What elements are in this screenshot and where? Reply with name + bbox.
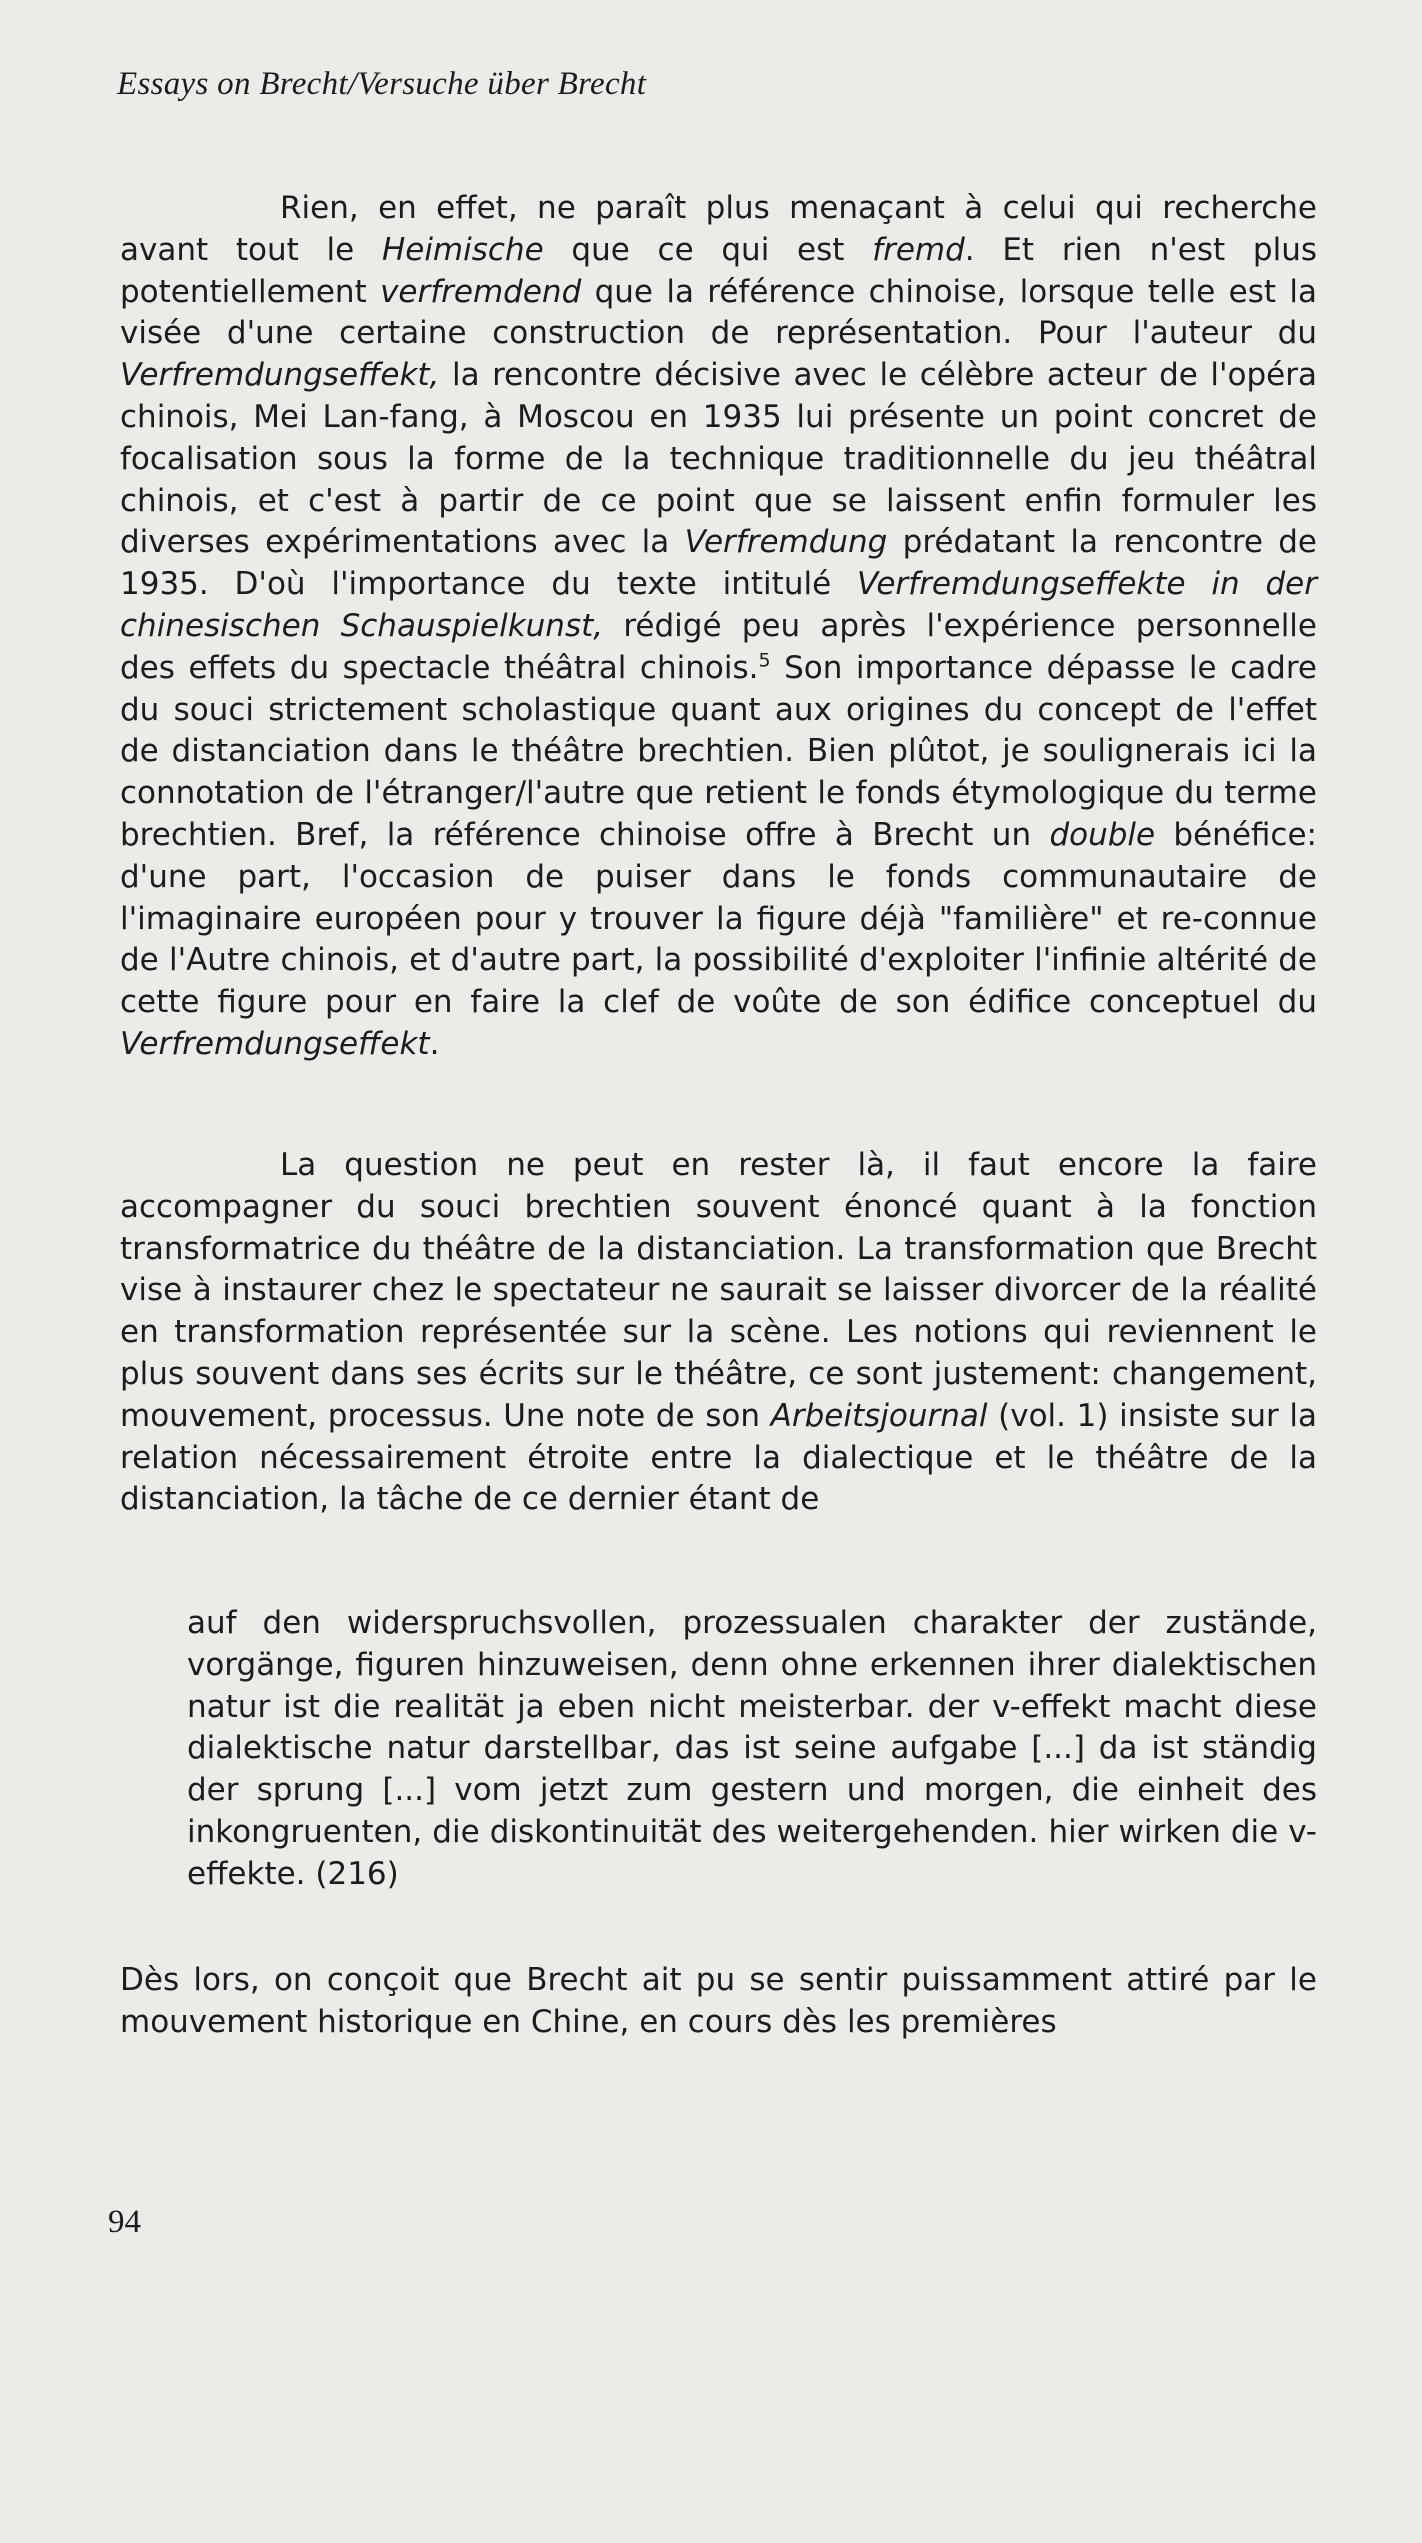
paragraph-3: Dès lors, on conçoit que Brecht ait pu se sentir puissamment attiré par le mouvement historique en Chine, en cours dès les premières — [120, 1962, 1317, 2040]
italic-term: Verfremdungseffekt — [120, 1025, 430, 1062]
running-head: Essays on Brecht/Versuche über Brecht — [117, 66, 647, 102]
italic-term: verfremdend — [380, 273, 582, 310]
block-quote: auf den widerspruchsvollen, prozessualen charakter der zustände, vorgänge, figuren hinzuweisen, denn ohne erkennen ihrer dialektischen natur ist die realität ja eben nicht meisterbar. der v-effekt macht diese dialektische natur darstellbar, das ist seine aufgabe [...] da ist ständig der sprung [...] vom jetzt zum gestern und morgen, die einheit des inkongruenten, die diskontinuität des weitergehenden. hier wirken die v-effekte. (216) — [187, 1605, 1317, 1892]
italic-term: double — [1049, 816, 1156, 853]
paragraph-1: Rien, en effet, ne paraît plus menaçant à celui qui recherche avant tout le Heimische que ce qui est fremd. Et rien n'est plus potentiellement verfremdend que la référence chinoise, lorsque telle est la visée d'une certaine construction de représentation. Pour l'auteur du Verfremdungseffekt, la rencontre décisive avec le célèbre acteur de l'opéra chinois, Mei Lan-fang, à Moscou en 1935 lui présente un point concret de focalisation sous la forme de la technique traditionnelle du jeu théâtral chinois, et c'est à partir de ce point que se laissent enfin formuler les diverses expérimentations avec la Verfremdung prédatant la rencontre de 1935. D'où l'importance du texte intitulé Verfremdungseffekte in der chinesischen Schauspielkunst, rédigé peu après l'expérience personnelle des effets du spectacle théâtral chinois.$^5$ Son importance dépasse le cadre du souci strictement scholastique quant aux origines du concept de l'effet de distanciation dans le théâtre brechtien. Bien plûtot, je soulignerais ici la connotation de l'étranger/l'autre que retient le fonds étymologique du terme brechtien. Bref, la référence chinoise offre à Brecht un double bénéfice: d'une part, l'occasion de puiser dans le fonds communautaire de l'imaginaire européen pour y trouver la figure déjà "familière" et re-connue de l'Autre chinois, et d'autre part, la possibilité d'exploiter l'infinie altérité de cette figure pour en faire la clef de voûte de son édifice conceptuel du Verfremdungseffekt. — [120, 190, 1317, 1062]
paragraph-2: La question ne peut en rester là, il faut encore la faire accompagner du souci brechtien souvent énoncé quant à la fonction transformatrice du théâtre de la distanciation. La transformation que Brecht vise à instaurer chez le spectateur ne saurait se laisser divorcer de la réalité en transformation représentée sur la scène. Les notions qui reviennent le plus souvent dans ses écrits sur le théâtre, ce sont justement: changement, mouvement, processus. Une note de son Arbeitsjournal (vol. 1) insiste sur la relation nécessairement étroite entre la dialectique et le théâtre de la distanciation, la tâche de ce dernier étant de — [120, 1147, 1317, 1518]
italic-title: Verfremdungseffekte in der chinesischen Schauspielkunst, — [120, 566, 1317, 644]
italic-term: fremd — [872, 231, 965, 268]
page-number: 94 — [108, 2204, 141, 2240]
italic-term: Verfremdung — [684, 524, 888, 561]
italic-term: Verfremdungseffekt, — [120, 357, 440, 394]
italic-term: Heimische — [381, 231, 544, 268]
italic-title: Arbeitsjournal — [770, 1397, 988, 1434]
footnote-reference: 5 — [758, 649, 771, 672]
